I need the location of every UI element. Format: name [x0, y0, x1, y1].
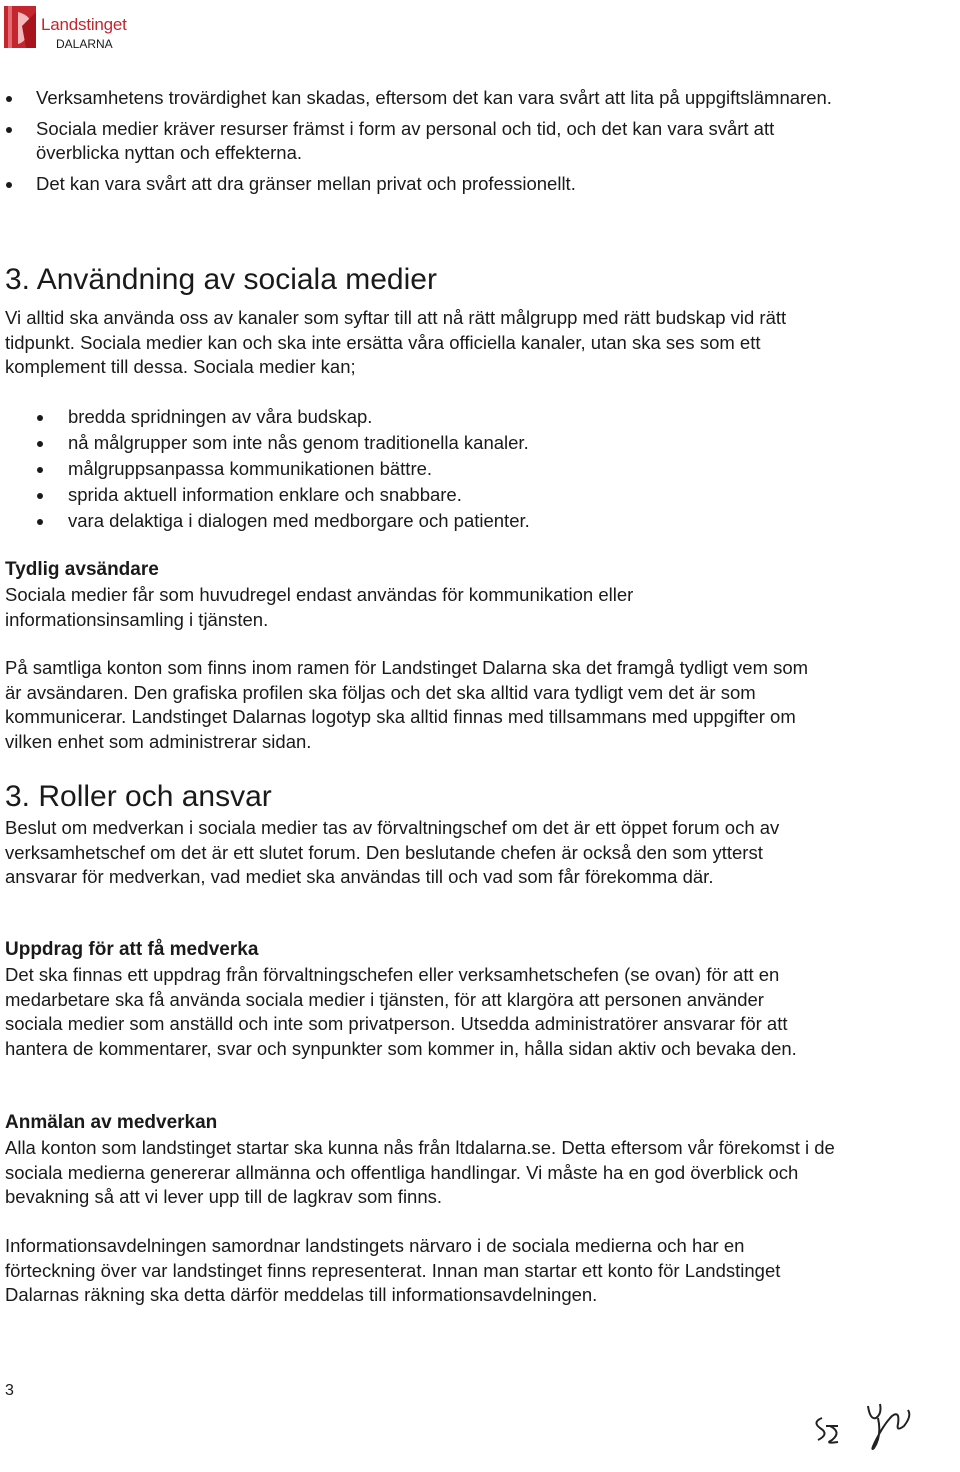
list-item: bredda spridningen av våra budskap.	[68, 404, 768, 430]
subheading-sender: Tydlig avsändare	[5, 559, 159, 580]
bullet-icon	[37, 519, 43, 525]
bullet-icon	[37, 415, 43, 421]
bullet-icon	[37, 441, 43, 447]
subheading-assignment: Uppdrag för att få medverka	[5, 939, 259, 960]
usage-bullet-list	[68, 404, 768, 534]
bullet-icon	[6, 182, 12, 188]
list-item: Sociala medier kräver resurser främst i form av personal och tid, och det kan vara svårt att överblicka nyttan och effekterna.	[36, 117, 836, 166]
list-item: Det kan vara svårt att dra gränser mellan privat och professionellt.	[36, 172, 836, 197]
roles-paragraph: Beslut om medverkan i sociala medier tas av förvaltningschef om det är ett öppet forum och av verksamhetschef om det är ett slutet forum. Den beslutande chefen är också den som ytterst ansvarar för medverkan, vad mediet ska användas till och vad som får förekomma där.	[5, 817, 780, 888]
usage-paragraph: Vi alltid ska använda oss av kanaler som syftar till att nå rätt målgrupp med rätt budskap vid rätt tidpunkt. Sociala medier kan och ska inte ersätta våra officiella kanaler, utan ska ses som ett komplement till dessa. Sociala medier kan;	[5, 307, 787, 378]
bullet-icon	[6, 96, 12, 102]
registration-paragraph-2: Informationsavdelningen samordnar landstingets närvaro i de sociala medierna och har en förteckning över var landstinget finns representerat. Innan man startar ett konto för Landstinget Dalarnas räkning ska detta därför meddelas till informationsavdelningen.	[5, 1235, 781, 1306]
list-item: Verksamhetens trovärdighet kan skadas, eftersom det kan vara svårt att lita på uppgiftslämnaren.	[36, 86, 836, 111]
logo-mark-icon	[4, 6, 36, 48]
sender-paragraph-2: På samtliga konton som finns inom ramen för Landstinget Dalarna ska det framgå tydligt vem som är avsändaren. Den grafiska profilen ska följas och det ska alltid vara tydligt vem det är som kommunicerar. Landstinget Dalarnas logotyp ska alltid finnas med tillsammans med uppgifter om vilken enhet som administrerar sidan.	[5, 657, 809, 752]
landstinget-dalarna-logo	[4, 6, 164, 50]
sender-paragraph-1: Sociala medier får som huvudregel endast användas för kommunikation eller informationsinsamling i tjänsten.	[5, 584, 634, 630]
list-item: sprida aktuell information enklare och snabbare.	[68, 482, 768, 508]
section-heading-roles: 3. Roller och ansvar	[5, 780, 272, 813]
bullet-icon	[37, 493, 43, 499]
logo-subtitle: DALARNA	[56, 37, 113, 51]
page-number: 3	[5, 1382, 14, 1399]
assignment-paragraph: Det ska finnas ett uppdrag från förvaltningschefen eller verksamhetschefen (se ovan) för att en medarbetare ska få använda sociala medier i tjänsten, för att klargöra att personen använder sociala medier som anställd och inte som privatperson. Utsedda administratörer ansvarar för att hantera de kommentarer, svar och synpunkter som kommer in, hålla sidan aktiv och bevaka den.	[5, 964, 797, 1059]
logo-name: Landstinget	[41, 15, 127, 34]
subheading-registration: Anmälan av medverkan	[5, 1112, 218, 1133]
section-heading-usage: 3. Användning av sociala medier	[5, 263, 437, 296]
bullet-icon	[6, 127, 12, 133]
risk-bullet-list	[36, 86, 836, 202]
list-item: målgruppsanpassa kommunikationen bättre.	[68, 456, 768, 482]
list-item: vara delaktiga i dialogen med medborgare och patienter.	[68, 508, 768, 534]
registration-paragraph-1: Alla konton som landstinget startar ska kunna nås från ltdalarna.se. Detta eftersom vår förekomst i de sociala medierna genererar allmänna och offentliga handlingar. Vi måste ha en god överblick och bevakning så att vi lever upp till de lagkrav som finns.	[5, 1137, 835, 1208]
list-item: nå målgrupper som inte nås genom traditionella kanaler.	[68, 430, 768, 456]
bullet-icon	[37, 467, 43, 473]
handwritten-initials	[808, 1396, 928, 1456]
